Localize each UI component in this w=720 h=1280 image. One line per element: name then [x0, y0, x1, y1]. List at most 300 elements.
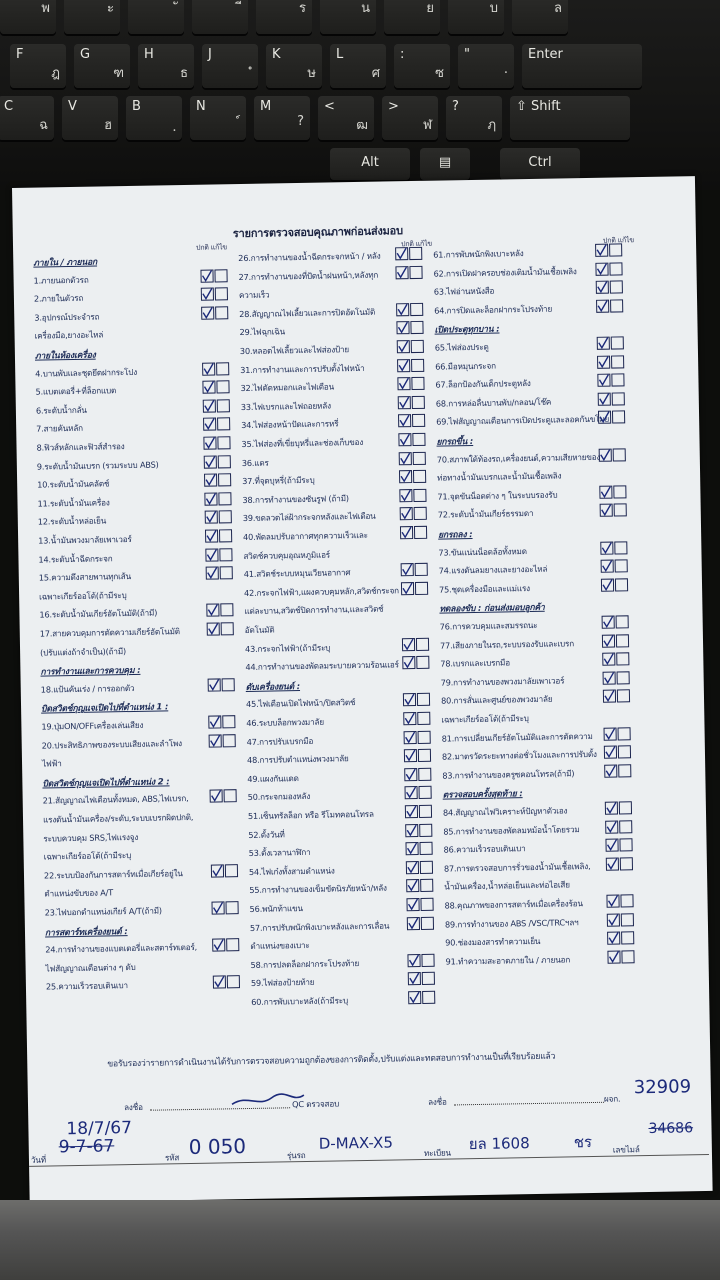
fixed-checkbox[interactable] [621, 913, 634, 926]
fixed-checkbox[interactable] [416, 637, 429, 650]
check-mark-icon [404, 749, 417, 762]
check-mark-icon [598, 392, 611, 405]
key-latin-label: : [400, 47, 405, 62]
check-mark-icon [405, 842, 418, 855]
key-thai-label: ธ [180, 66, 188, 81]
fixed-checkbox[interactable] [613, 448, 626, 461]
fixed-checkbox[interactable] [611, 374, 624, 387]
checklist-item: 81.การเปลี่ยนเกียร์อัตโนมัติและการตัดความ [441, 730, 593, 744]
fixed-checkbox[interactable] [218, 455, 231, 468]
checklist-item: 43.กระจกไฟฟ้า(ถ้ามีระบุ [244, 642, 331, 654]
checklist-item: (ปรับแต่งถ้าจำเป็น)(ถ้ามี) [40, 645, 127, 658]
keyboard-key[interactable] [138, 44, 194, 88]
sign-label: ลงชื่อ [123, 1101, 143, 1113]
mileage-handwritten: 34686 [648, 1120, 694, 1138]
checklist-item: 83.การทำงานของครูซคอนโทรล(ถ้ามี) [442, 768, 575, 781]
checklist-item: 49.แผงกันแดด [247, 772, 299, 784]
check-mark-icon [604, 764, 617, 777]
keyboard-key[interactable] [318, 96, 374, 140]
fixed-checkbox[interactable] [218, 492, 231, 505]
fixed-checkbox[interactable] [615, 560, 628, 573]
signature-scribble [228, 1087, 308, 1110]
key-thai-label: ย [426, 1, 434, 16]
fixed-checkbox[interactable] [614, 541, 627, 554]
section-heading: บิดสวิตช์กุญแจเปิดไปที่ตำแหน่ง 2 : [42, 777, 170, 790]
fixed-checkbox[interactable] [409, 265, 422, 278]
fixed-checkbox[interactable] [420, 861, 433, 874]
keyboard-key[interactable] [458, 44, 514, 88]
keyboard-key[interactable] [448, 0, 504, 34]
checklist-item: 10.ระดับน้ำมันคลัตช์ [37, 478, 110, 490]
fixed-checkbox[interactable] [417, 712, 430, 725]
checklist-item: 1.ภายนอกตัวรถ [33, 274, 89, 286]
keyboard-key[interactable] [384, 0, 440, 34]
section-heading: บิดสวิตช์กุญแจเปิดไปที่ตำแหน่ง 1 : [41, 702, 169, 715]
check-mark-icon [395, 247, 408, 260]
checklist-item: 35.ไฟส่องที่เขี่ยบุหรี่และช่องเก็บของ [241, 436, 364, 450]
fixed-checkbox[interactable] [409, 247, 422, 260]
check-mark-icon [601, 560, 614, 573]
checklist-item: 56.พนักท้าแขน [249, 903, 303, 914]
check-mark-icon [606, 895, 619, 908]
key-thai-label: ศ [371, 66, 380, 81]
fixed-checkbox[interactable] [421, 954, 434, 967]
fixed-checkbox[interactable] [422, 972, 435, 985]
check-mark-icon [202, 381, 215, 394]
checklist-item: 84.สัญญาณไฟวิเคราะห์ปัญหาตัวเอง [442, 805, 568, 818]
checklist-item: 6.ระดับน้ำกลั่น [35, 404, 87, 416]
check-mark-icon [604, 746, 617, 759]
check-mark-icon [400, 507, 413, 520]
keyboard-key[interactable] [382, 96, 438, 140]
check-mark-icon [210, 790, 223, 803]
key-thai-label: บ [489, 1, 498, 16]
fixed-checkbox[interactable] [413, 489, 426, 502]
key-thai-label [134, 0, 178, 18]
check-mark-icon [600, 541, 613, 554]
checklist-item: 89.การทำงานของ ABS /VSC/TRCฯลฯ [444, 916, 579, 930]
checklist-item: 85.การทำงานของพัดลมหม้อน้ำโดยรวม [443, 823, 580, 837]
col3-header: ปกติ แก้ไข [602, 236, 634, 245]
fixed-checkbox[interactable] [619, 820, 632, 833]
check-mark-icon [607, 913, 620, 926]
fixed-checkbox[interactable] [617, 671, 630, 684]
fixed-checkbox[interactable] [219, 511, 232, 524]
fixed-checkbox[interactable] [410, 321, 423, 334]
fixed-checkbox[interactable] [221, 622, 234, 635]
check-mark-icon [602, 653, 615, 666]
key-latin-label: ⇧ Shift [516, 99, 561, 114]
keyboard-key[interactable] [192, 0, 248, 34]
checklist-item: 60.การพับเบาะหลัง(ถ้ามีระบุ [251, 995, 349, 1007]
checklist-item: 53.ตั้งเวลานาฬิกา [248, 847, 311, 859]
keyboard-key[interactable] [420, 148, 470, 180]
key-label: Ctrl [528, 155, 552, 170]
checklist-item: เครื่องมือ,ยางอะไหล่ [34, 329, 104, 342]
checklist-item: 79.การทำงานของพวงมาลัยเพาเวอร์ [440, 675, 565, 688]
fixed-checkbox[interactable] [410, 303, 423, 316]
checklist-item: 71.จุดขันน็อตต่าง ๆ ในระบบรองรับ [437, 489, 558, 502]
fixed-checkbox[interactable] [219, 529, 232, 542]
checklist-item: 86.ความเร็วรอบเดินเบา [443, 843, 526, 855]
check-mark-icon [399, 489, 412, 502]
fixed-checkbox[interactable] [620, 894, 633, 907]
keyboard-key[interactable] [522, 44, 642, 88]
checklist-item: ความเร็ว [238, 289, 270, 301]
fixed-checkbox[interactable] [419, 805, 432, 818]
fixed-checkbox[interactable] [226, 938, 239, 951]
checklist-item: ตำแหน่งของเบาะ [250, 940, 310, 952]
keyboard-key[interactable] [330, 148, 410, 180]
keyboard-key[interactable] [0, 0, 56, 34]
key-label: ▤ [438, 155, 452, 170]
check-mark-icon [599, 485, 612, 498]
key-thai-label: ล [554, 1, 562, 16]
checklist-item: 25.ความเร็วรอบเดินเบา [45, 980, 128, 992]
section-heading: ดับเครื่องยนต์ : [245, 681, 301, 693]
fixed-checkbox[interactable] [614, 504, 627, 517]
keyboard-key[interactable] [320, 0, 376, 34]
fixed-checkbox[interactable] [609, 262, 622, 275]
keyboard-key[interactable] [0, 96, 54, 140]
checklist-item: เฉพาะเกียร์ออโต้(ถ้ามีระบุ [441, 713, 529, 725]
certification-text: ขอรับรองว่ารายการดำเนินงานได้รับการตรวจสอบความถูกต้องของการติดตั้ง,ปรับแต่งและทดสอบการทำงานเป็นที่เรียบร้อยแล้ว [107, 1051, 556, 1070]
check-mark-icon [203, 436, 216, 449]
key-latin-label: G [80, 47, 91, 62]
checklist-item: 26.การทำงานของน้ำฉีดกระจกหน้า / หลัง [238, 250, 381, 264]
keyboard-key[interactable] [256, 0, 312, 34]
fixed-checkbox[interactable] [214, 269, 227, 282]
fixed-checkbox[interactable] [419, 842, 432, 855]
fixed-checkbox[interactable] [611, 355, 624, 368]
checklist-item: 78.เบรกและเบรกมือ [440, 657, 510, 669]
check-mark-icon [203, 399, 216, 412]
model-label: รุ่นรถ [286, 1150, 306, 1161]
checklist-item: 72.ระดับน้ำมันเกียร์ธรรมดา [437, 508, 534, 521]
checklist-item: 51.เซ็นทรัลล็อก หรือ รีโมทคอนโทรล [247, 808, 374, 821]
keyboard-key[interactable] [128, 0, 184, 34]
fixed-checkbox[interactable] [415, 582, 428, 595]
section-heading: ยกรถขึ้น : [436, 436, 474, 448]
check-mark-icon [203, 418, 216, 431]
fixed-checkbox[interactable] [225, 864, 238, 877]
checklist-item: 63.ไฟอ่านหนังสือ [433, 285, 495, 297]
key-latin-label: C [4, 99, 14, 114]
check-mark-icon [407, 917, 420, 930]
fixed-checkbox[interactable] [422, 991, 435, 1004]
fixed-checkbox[interactable] [414, 507, 427, 520]
fixed-checkbox[interactable] [613, 485, 626, 498]
fixed-checkbox[interactable] [412, 414, 425, 427]
fixed-checkbox[interactable] [621, 950, 634, 963]
key-thai-label [208, 62, 252, 83]
fixed-checkbox[interactable] [411, 358, 424, 371]
checklist-item: 46.ระบบล็อกพวงมาลัย [246, 716, 324, 728]
fixed-checkbox[interactable] [616, 634, 629, 647]
key-latin-label: Enter [528, 47, 563, 62]
fixed-checkbox[interactable] [216, 362, 229, 375]
check-mark-icon [398, 433, 411, 446]
key-thai-label [132, 114, 176, 135]
keyboard-key[interactable] [394, 44, 450, 88]
fixed-checkbox[interactable] [411, 377, 424, 390]
checklist-item: 61.การพับพนักพิงเบาะหลัง [433, 248, 524, 260]
key-thai-label: ฒ [356, 118, 368, 133]
fixed-checkbox[interactable] [609, 243, 622, 256]
fixed-checkbox[interactable] [616, 615, 629, 628]
check-mark-icon [404, 768, 417, 781]
fixed-checkbox[interactable] [619, 801, 632, 814]
form-title: รายการตรวจสอบคุณภาพก่อนส่งมอบ [232, 224, 403, 241]
key-thai-label: ฉ [39, 118, 48, 133]
key-latin-label: V [68, 99, 77, 114]
fixed-checkbox[interactable] [616, 652, 629, 665]
checklist-item: 18.แป้นคันเร่ง / การออกตัว [40, 682, 135, 695]
check-mark-icon [605, 839, 618, 852]
check-mark-icon [604, 727, 617, 740]
check-mark-icon [597, 374, 610, 387]
check-mark-icon [408, 972, 421, 985]
check-mark-icon [602, 634, 615, 647]
key-latin-label: > [388, 99, 399, 114]
fixed-checkbox[interactable] [618, 764, 631, 777]
key-latin-label: " [464, 47, 470, 62]
fixed-checkbox[interactable] [620, 857, 633, 870]
checklist-item: 30.หลอดไฟเลี้ยวและไฟส่องป้าย [239, 344, 350, 357]
checklist-item: 11.ระดับน้ำมันเครื่อง [37, 497, 110, 509]
checklist-item: 38.การทำงานของซันรูฟ (ถ้ามี) [242, 492, 349, 505]
check-mark-icon [605, 802, 618, 815]
check-mark-icon [206, 567, 219, 580]
check-mark-icon [596, 299, 609, 312]
checklist-item: 5.แบตเตอรี่+ที่ล็อกแบต [35, 385, 117, 397]
fixed-checkbox[interactable] [415, 563, 428, 576]
inspection-form-sheet [12, 176, 713, 1203]
check-mark-icon [399, 452, 412, 465]
check-mark-icon [400, 526, 413, 539]
fixed-checkbox[interactable] [217, 418, 230, 431]
checklist-item: 59.ไฟส่องป้ายท้าย [250, 977, 315, 989]
fixed-checkbox[interactable] [619, 838, 632, 851]
checklist-item: ระบบควบคุม SRS,ไฟแรงจูง [43, 831, 139, 844]
section-heading: ยกรถลง : [438, 530, 473, 541]
mileage-label: เลขไมล์ [612, 1144, 640, 1155]
keyboard-key[interactable] [74, 44, 130, 88]
check-mark-icon [397, 377, 410, 390]
checklist-item: 7.สายคันหลัก [36, 423, 83, 435]
fixed-checkbox[interactable] [412, 433, 425, 446]
check-mark-icon [401, 582, 414, 595]
checklist-item: 80.การสั่นและศูนย์ของพวงมาลัย [440, 694, 553, 706]
check-mark-icon [595, 244, 608, 257]
fixed-checkbox[interactable] [618, 745, 631, 758]
key-thai-label: ะ [107, 1, 114, 16]
key-thai-label: ษ [307, 66, 316, 81]
fixed-checkbox[interactable] [215, 287, 228, 300]
check-mark-icon [212, 939, 225, 952]
fixed-checkbox[interactable] [416, 656, 429, 669]
date-label: วันที่ [30, 1154, 47, 1165]
checklist-item: ตำแหน่งขับของ A/T [44, 887, 114, 899]
fixed-checkbox[interactable] [611, 336, 624, 349]
fixed-checkbox[interactable] [420, 898, 433, 911]
check-mark-icon [208, 715, 221, 728]
checklist-item: 50.กระจกมองหลัง [247, 791, 311, 803]
fixed-checkbox[interactable] [418, 749, 431, 762]
key-thai-label: ฬ [423, 118, 432, 133]
checklist-item: 67.ล็อกป้องกันเด็กประตูหลัง [435, 378, 531, 390]
key-thai-label: ร [299, 1, 306, 16]
checklist-item: 20.ประสิทธิภาพของระบบเสียงและลำโพง [41, 737, 182, 751]
fixed-checkbox[interactable] [222, 678, 235, 691]
fixed-checkbox[interactable] [220, 604, 233, 617]
keyboard-key[interactable] [446, 96, 502, 140]
checklist-item: 24.การทำงานของแบตเตอรี่และสตาร์ทเตอร์, [45, 942, 198, 955]
keyboard-key[interactable] [190, 96, 246, 140]
keyboard-key[interactable] [500, 148, 580, 180]
check-mark-icon [206, 604, 219, 617]
fixed-checkbox[interactable] [224, 790, 237, 803]
fixed-checkbox[interactable] [612, 411, 625, 424]
fixed-checkbox[interactable] [420, 879, 433, 892]
keyboard-key[interactable] [330, 44, 386, 88]
fixed-checkbox[interactable] [218, 473, 231, 486]
keyboard-key[interactable] [62, 96, 118, 140]
check-mark-icon [401, 563, 414, 576]
check-mark-icon [397, 340, 410, 353]
section-heading: เปิดประตูทุกบาน : [434, 324, 500, 337]
fixed-checkbox[interactable] [414, 526, 427, 539]
checklist-item: 77.เสียงภายในรถ,ระบบรองรับและเบรก [439, 637, 575, 651]
plate-label: ทะเบียน [423, 1147, 451, 1158]
check-mark-icon [204, 455, 217, 468]
check-mark-icon [397, 359, 410, 372]
fixed-checkbox[interactable] [220, 566, 233, 579]
checklist-item: 82.มาตรวัดระยะทางต่อชั่วโมงและการปรับตั้ง [441, 749, 597, 762]
checklist-item: 66.มือหมุนกระจก [435, 360, 496, 372]
checklist-item: 16.ระดับน้ำมันเกียร์อัตโนมัติ(ถ้ามี) [39, 607, 158, 620]
checklist-item: 54.ไฟเก๋งทั้งสามตำแหน่ง [248, 865, 335, 877]
check-mark-icon [398, 396, 411, 409]
fixed-checkbox[interactable] [219, 548, 232, 561]
keyboard-key[interactable] [254, 96, 310, 140]
section-heading: การสตาร์ทเครื่องยนต์ : [44, 926, 128, 939]
fixed-checkbox[interactable] [413, 451, 426, 464]
checklist-item: 4.บานพับและชุดยึดฝากระโปง [35, 366, 138, 379]
checklist-item: 88.คุณภาพของการสตาร์ทเมื่อเครื่องร้อน [444, 898, 583, 911]
key-thai-label: ฦ [487, 118, 496, 133]
keyboard-key[interactable] [202, 44, 258, 88]
fixed-checkbox[interactable] [413, 470, 426, 483]
fixed-checkbox[interactable] [419, 786, 432, 799]
fixed-checkbox[interactable] [419, 823, 432, 836]
keyboard-key[interactable] [126, 96, 182, 140]
sign2-label: ลงชื่อ [427, 1096, 447, 1107]
check-mark-icon [209, 734, 222, 747]
keyboard-key[interactable] [10, 44, 66, 88]
check-mark-icon [406, 898, 419, 911]
check-mark-icon [403, 712, 416, 725]
fixed-checkbox[interactable] [618, 727, 631, 740]
checklist-item: 74.แรงดันลมยางและยางอะไหล่ [438, 563, 548, 576]
checklist-item: 90.ช่องมองสารทำความเย็น [445, 936, 541, 948]
checklist-item: 29.ไฟฉุกเฉิน [239, 326, 286, 338]
check-mark-icon [603, 671, 616, 684]
check-mark-icon [396, 321, 409, 334]
fixed-checkbox[interactable] [615, 578, 628, 591]
qc-label: QC ตรวจสอบ [291, 1098, 340, 1110]
keyboard-key[interactable] [266, 44, 322, 88]
fixed-checkbox[interactable] [215, 306, 228, 319]
keyboard-key[interactable] [510, 96, 630, 140]
key-latin-label: ? [452, 99, 459, 114]
check-mark-icon [402, 656, 415, 669]
fixed-checkbox[interactable] [610, 281, 623, 294]
checklist-item: 28.สัญญาณไฟเลี้ยวและการปิดอัตโนมัติ [239, 306, 376, 319]
keyboard-key[interactable] [64, 0, 120, 34]
fixed-checkbox[interactable] [418, 730, 431, 743]
checklist-item: 44.การทำงานของพัดลมระบายความร้อนแอร์ [245, 659, 399, 673]
key-thai-label: ฑ [113, 66, 124, 81]
checklist-item: ไฟฟ้า [41, 758, 62, 769]
check-mark-icon [399, 470, 412, 483]
fixed-checkbox[interactable] [216, 380, 229, 393]
fixed-checkbox[interactable] [217, 399, 230, 412]
fixed-checkbox[interactable] [222, 715, 235, 728]
fixed-checkbox[interactable] [225, 901, 238, 914]
checklist-item: 22.ระบบป้องกันการสตาร์ทเมื่อเกียร์อยู่ใน [43, 867, 183, 881]
key-latin-label: M [260, 99, 272, 114]
fixed-checkbox[interactable] [217, 436, 230, 449]
check-mark-icon [204, 492, 217, 505]
key-thai-label: พ [41, 1, 50, 16]
check-mark-icon [205, 529, 218, 542]
checklist-item: 33.ไฟเบรกและไฟถอยหลัง [240, 400, 331, 412]
checklist-item: 31.การทำงานและการปรับตั้งไฟหน้า [240, 362, 365, 375]
checklist-item: สวิตช์ควบคุมอุณหภูมิแอร์ [243, 549, 331, 561]
fixed-checkbox[interactable] [411, 340, 424, 353]
model-handwritten: D-MAX-X5 [318, 1133, 394, 1153]
fixed-checkbox[interactable] [223, 734, 236, 747]
fixed-checkbox[interactable] [418, 768, 431, 781]
fixed-checkbox[interactable] [417, 693, 430, 706]
fixed-checkbox[interactable] [610, 299, 623, 312]
checklist-item: 13.น้ำมันพวงมาลัยเพาเวอร์ [38, 533, 132, 546]
fixed-checkbox[interactable] [617, 690, 630, 703]
fixed-checkbox[interactable] [412, 396, 425, 409]
section-heading: ภายใน / ภายนอก [33, 257, 98, 269]
check-mark-icon [603, 690, 616, 703]
checklist-item: 45.ไฟเตือนเปิดไฟหน้า/ปิดสวิตช์ [245, 697, 356, 710]
check-mark-icon [407, 954, 420, 967]
check-mark-icon [201, 306, 214, 319]
fixed-checkbox[interactable] [612, 392, 625, 405]
fixed-checkbox[interactable] [421, 916, 434, 929]
manager-handwritten: 32909 [633, 1076, 692, 1099]
key-thai-label: ซ [435, 66, 444, 81]
key-latin-label: L [336, 47, 344, 62]
check-mark-icon [607, 950, 620, 963]
section-heading: การทำงานและการควบคุม : [40, 666, 141, 678]
keyboard-key[interactable] [512, 0, 568, 34]
check-mark-icon [595, 262, 608, 275]
checklist-item: 76.การควบคุมและสมรรถนะ [439, 619, 538, 632]
fixed-checkbox[interactable] [621, 931, 634, 944]
fixed-checkbox[interactable] [227, 976, 240, 989]
checklist-item: ไฟสัญญาณเตือนต่าง ๆ ดับ [45, 961, 136, 974]
key-thai-label: น [361, 1, 370, 16]
date-handwritten: 18/7/67 [66, 1118, 133, 1140]
